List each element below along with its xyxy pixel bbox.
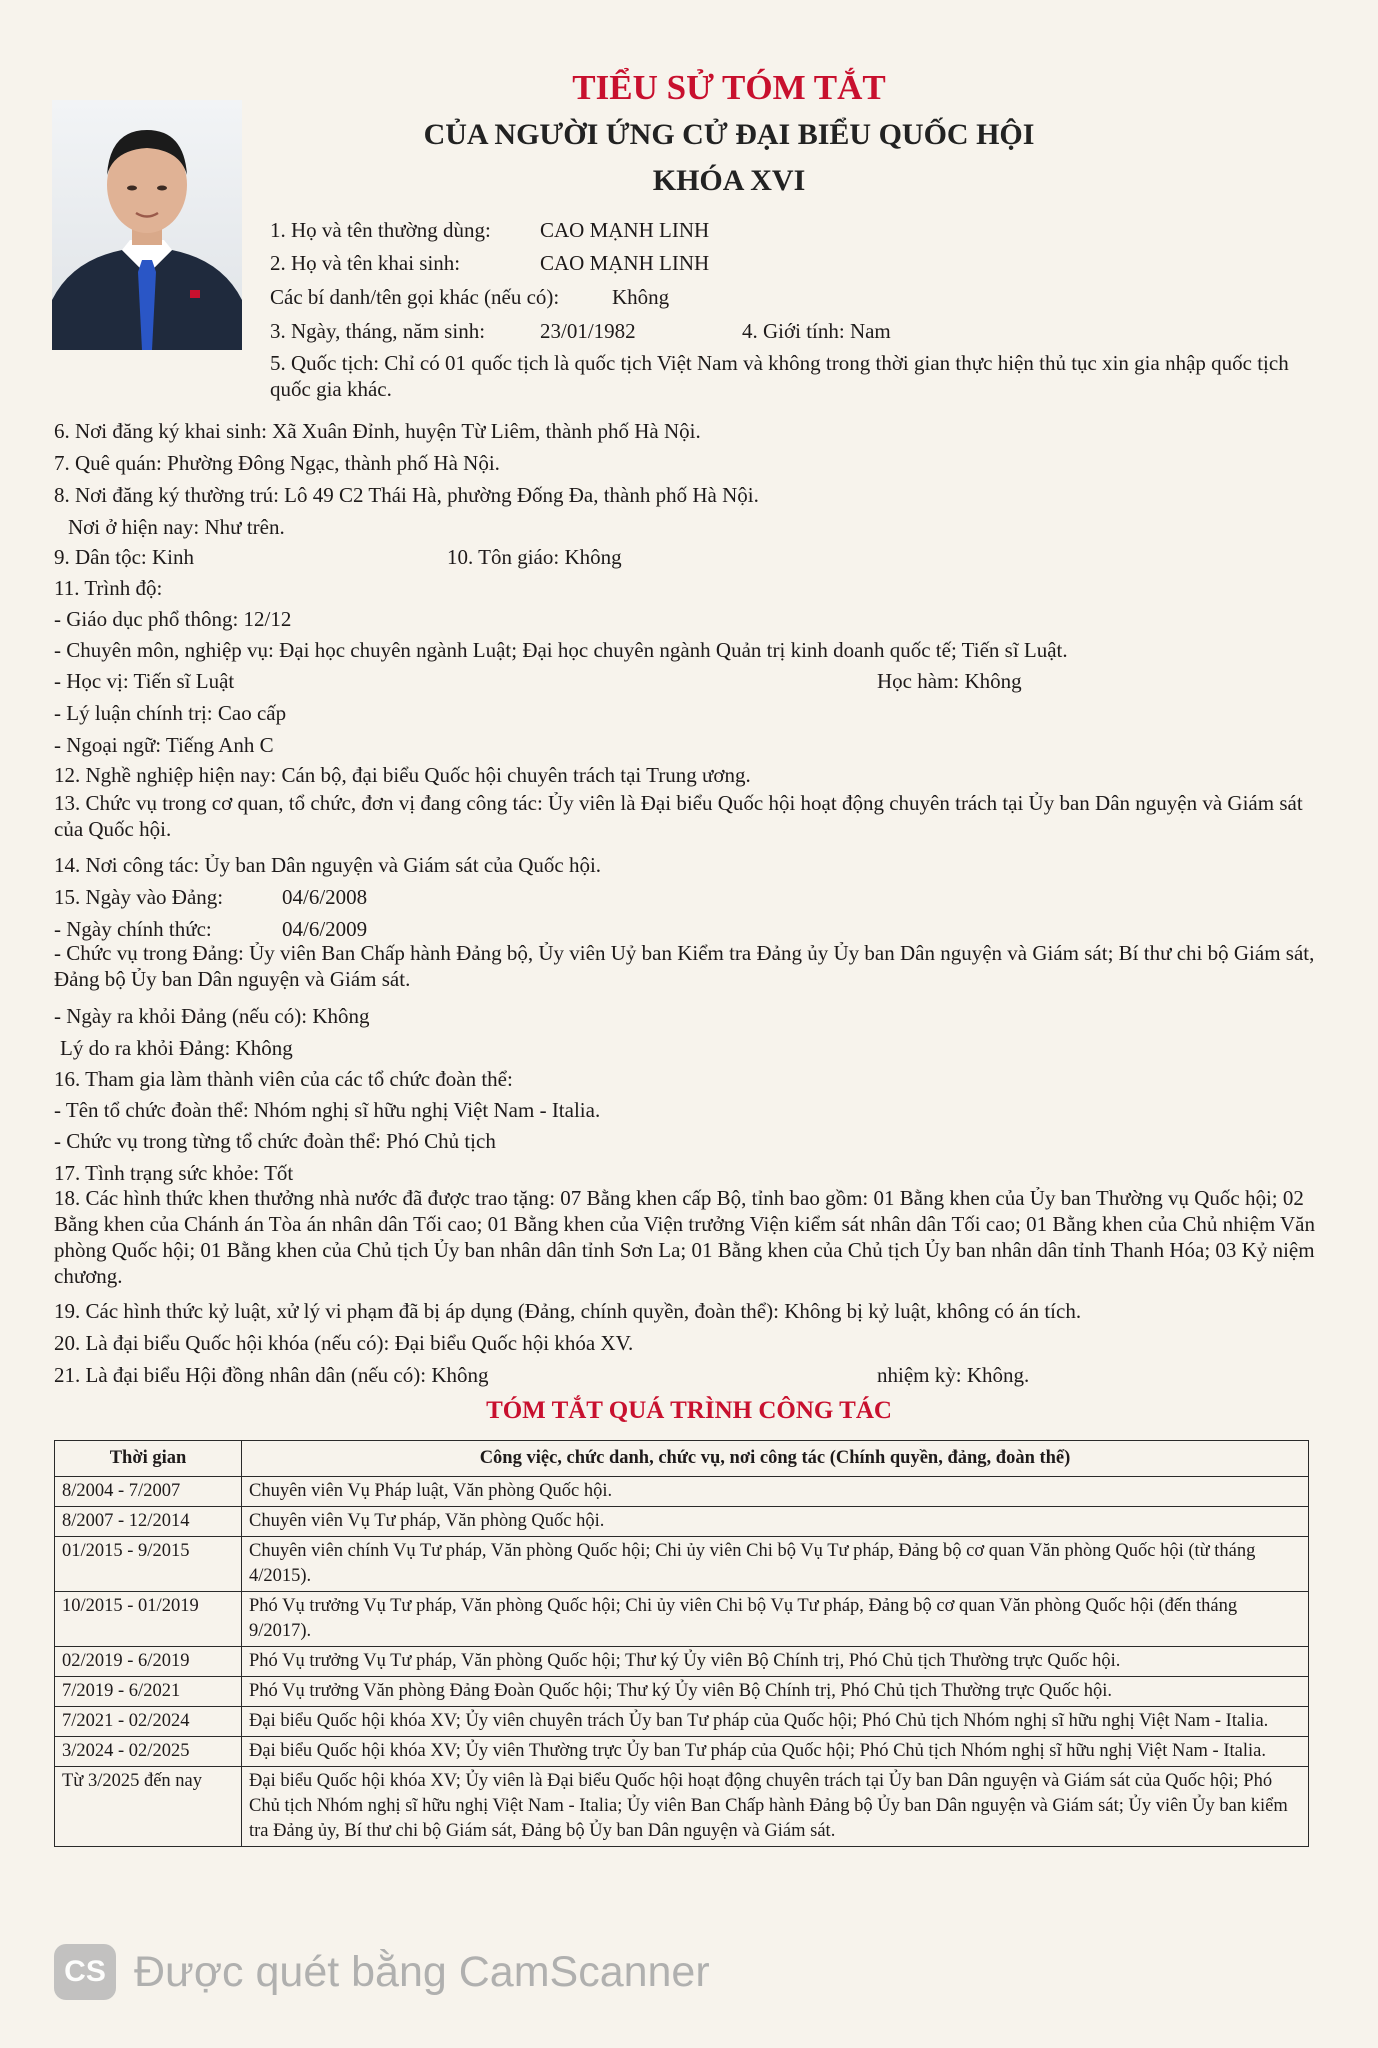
field-birth-name-label: 2. Họ và tên khai sinh: <box>270 251 461 275</box>
field-occupation: 12. Nghề nghiệp hiện nay: Cán bộ, đại biểu Quốc hội chuyên trách tại Trung ương. <box>54 763 751 787</box>
field-general-education: - Giáo dục phổ thông: 12/12 <box>54 607 292 631</box>
field-education-heading: 11. Trình độ: <box>54 576 163 600</box>
row-work: Chuyên viên Vụ Pháp luật, Văn phòng Quốc hội. <box>242 1477 1309 1507</box>
field-nationality: 5. Quốc tịch: Chỉ có 01 quốc tịch là quốc tịch Việt Nam và không trong thời gian thực hiện thủ tục xin gia nhập quốc tịch quốc gia khác. <box>270 351 1289 401</box>
field-party-official-value: 04/6/2009 <box>282 917 368 941</box>
field-alias-value: Không <box>612 285 670 309</box>
field-current-residence: Nơi ở hiện nay: Như trên. <box>68 515 285 539</box>
field-professional-qualification: - Chuyên môn, nghiệp vụ: Đại học chuyên ngành Luật; Đại học chuyên ngành Quản trị kinh doanh quốc tế; Tiến sĩ Luật. <box>54 638 1068 662</box>
field-organization-name: - Tên tổ chức đoàn thể: Nhóm nghị sĩ hữu nghị Việt Nam - Italia. <box>54 1098 601 1122</box>
field-discipline: 19. Các hình thức kỷ luật, xử lý vi phạm đã bị áp dụng (Đảng, chính quyền, đoàn thể): Không bị kỷ luật, không có án tích. <box>54 1299 1082 1323</box>
field-na-delegate: 20. Là đại biểu Quốc hội khóa (nếu có): Đại biểu Quốc hội khóa XV. <box>54 1331 634 1355</box>
document-subtitle: CỦA NGƯỜI ỨNG CỬ ĐẠI BIỂU QUỐC HỘI <box>423 118 1035 151</box>
row-time: 7/2021 - 02/2024 <box>55 1707 242 1737</box>
field-organization-role: - Chức vụ trong từng tổ chức đoàn thể: Phó Chủ tịch <box>54 1129 496 1153</box>
field-party-official-label: - Ngày chính thức: <box>54 917 212 941</box>
field-pc-term: nhiệm kỳ: Không. <box>877 1363 1030 1387</box>
field-dob-value: 23/01/1982 <box>540 319 636 343</box>
field-party-leave-date: - Ngày ra khỏi Đảng (nếu có): Không <box>54 1004 370 1028</box>
camscanner-text: Được quét bằng CamScanner <box>134 1947 710 1996</box>
document-title: TIỂU SỬ TÓM TẮT <box>572 68 886 107</box>
column-header-time: Thời gian <box>55 1441 242 1477</box>
field-workplace: 14. Nơi công tác: Ủy ban Dân nguyện và Giám sát của Quốc hội. <box>54 853 602 877</box>
field-religion: 10. Tôn giáo: Không <box>447 545 622 569</box>
row-work: Đại biểu Quốc hội khóa XV; Ủy viên là Đại biểu Quốc hội hoạt động chuyên trách tại Ủy ban Dân nguyện và Giám sát của Quốc hội; Phó Chủ tịch Nhóm nghị sĩ hữu nghị Việt Nam - Italia; Ủy viên Ban Chấp hành Đảng bộ Ủy ban Dân nguyện và Giám sát; Ủy viên Ủy ban kiểm tra Đảng ủy, Bí thư chi bộ Giám sát, Đảng bộ Ủy ban Dân nguyện và Giám sát. <box>242 1767 1309 1847</box>
table-row <box>55 1477 1309 1507</box>
row-work: Chuyên viên chính Vụ Tư pháp, Văn phòng Quốc hội; Chi ủy viên Chi bộ Vụ Tư pháp, Đảng bộ cơ quan Văn phòng Quốc hội (từ tháng 4/2015). <box>242 1537 1309 1592</box>
field-academic-title: Học hàm: Không <box>877 669 1022 693</box>
field-permanent-residence: 8. Nơi đăng ký thường trú: Lô 49 C2 Thái Hà, phường Đống Đa, thành phố Hà Nội. <box>54 483 759 507</box>
row-time: 8/2007 - 12/2014 <box>55 1507 242 1537</box>
table-row <box>55 1537 1309 1592</box>
field-common-name-label: 1. Họ và tên thường dùng: <box>270 218 491 242</box>
field-organizations-heading: 16. Tham gia làm thành viên của các tổ chức đoàn thể: <box>54 1067 513 1091</box>
field-pc-delegate: 21. Là đại biểu Hội đồng nhân dân (nếu có): Không <box>54 1363 489 1387</box>
field-party-leave-reason: Lý do ra khỏi Đảng: Không <box>60 1036 293 1060</box>
career-table-header <box>55 1441 1309 1477</box>
row-time: 8/2004 - 7/2007 <box>55 1477 242 1507</box>
row-work: Chuyên viên Vụ Tư pháp, Văn phòng Quốc hội. <box>242 1507 1309 1537</box>
field-party-join-value: 04/6/2008 <box>282 885 368 909</box>
camscanner-watermark <box>54 1942 710 2002</box>
field-awards: 18. Các hình thức khen thưởng nhà nước đã được trao tặng: 07 Bằng khen cấp Bộ, tỉnh bao gồm: 01 Bằng khen của Ủy ban Thường vụ Quốc hội; 02 Bằng khen của Chánh án Tòa án nhân dân Tối cao; 01 Bằng khen của Viện trưởng Viện kiểm sát nhân dân Tối cao; 01 Bằng khen của Chủ nhiệm Văn phòng Quốc hội; 01 Bằng khen của Chủ tịch Ủy ban nhân dân tỉnh Sơn La; 01 Bằng khen của Chủ tịch Ủy ban nhân dân tỉnh Thanh Hóa; 03 Kỷ niệm chương. <box>54 1186 1316 1288</box>
row-work: Đại biểu Quốc hội khóa XV; Ủy viên chuyên trách Ủy ban Tư pháp của Quốc hội; Phó Chủ tịch Nhóm nghị sĩ hữu nghị Việt Nam - Italia. <box>242 1707 1309 1737</box>
field-birth-name-value: CAO MẠNH LINH <box>540 251 710 275</box>
field-health: 17. Tình trạng sức khỏe: Tốt <box>54 1161 294 1185</box>
row-time: 7/2019 - 6/2021 <box>55 1677 242 1707</box>
row-time: Từ 3/2025 đến nay <box>55 1767 242 1847</box>
row-time: 02/2019 - 6/2019 <box>55 1647 242 1677</box>
row-time: 01/2015 - 9/2015 <box>55 1537 242 1592</box>
row-work: Đại biểu Quốc hội khóa XV; Ủy viên Thường trực Ủy ban Tư pháp của Quốc hội; Phó Chủ tịch Nhóm nghị sĩ hữu nghị Việt Nam - Italia. <box>242 1737 1309 1767</box>
row-work: Phó Vụ trưởng Vụ Tư pháp, Văn phòng Quốc hội; Thư ký Ủy viên Bộ Chính trị, Phó Chủ tịch Thường trực Quốc hội. <box>242 1647 1309 1677</box>
field-party-join-label: 15. Ngày vào Đảng: <box>54 885 224 909</box>
table-row <box>55 1647 1309 1677</box>
field-gender: 4. Giới tính: Nam <box>742 319 891 343</box>
field-position: 13. Chức vụ trong cơ quan, tổ chức, đơn vị đang công tác: Ủy viên là Đại biểu Quốc hội hoạt động chuyên trách tại Ủy ban Dân nguyện và Giám sát của Quốc hội. <box>54 791 1303 841</box>
candidate-portrait <box>52 100 242 350</box>
field-political-theory: - Lý luận chính trị: Cao cấp <box>54 701 287 725</box>
career-table <box>54 1440 1309 1847</box>
field-party-position: - Chức vụ trong Đảng: Ủy viên Ban Chấp hành Đảng bộ, Ủy viên Uỷ ban Kiểm tra Đảng ủy Ủy ban Dân nguyện và Giám sát; Bí thư chi bộ Giám sát, Đảng bộ Ủy ban Dân nguyện và Giám sát. <box>54 941 1315 991</box>
row-time: 3/2024 - 02/2025 <box>55 1737 242 1767</box>
column-header-work: Công việc, chức danh, chức vụ, nơi công tác (Chính quyền, đảng, đoàn thể) <box>242 1441 1309 1477</box>
table-row <box>55 1707 1309 1737</box>
field-common-name-value: CAO MẠNH LINH <box>540 218 710 242</box>
field-academic-degree: - Học vị: Tiến sĩ Luật <box>54 669 235 693</box>
table-row <box>55 1767 1309 1847</box>
document-term: KHÓA XVI <box>652 164 806 197</box>
camscanner-logo: CS <box>54 1944 116 2000</box>
field-ethnicity: 9. Dân tộc: Kinh <box>54 545 194 569</box>
field-birth-registration: 6. Nơi đăng ký khai sinh: Xã Xuân Đỉnh, huyện Từ Liêm, thành phố Hà Nội. <box>54 419 701 443</box>
row-work: Phó Vụ trưởng Văn phòng Đảng Đoàn Quốc hội; Thư ký Ủy viên Bộ Chính trị, Phó Chủ tịch Thường trực Quốc hội. <box>242 1677 1309 1707</box>
field-hometown: 7. Quê quán: Phường Đông Ngạc, thành phố Hà Nội. <box>54 451 500 475</box>
field-dob-label: 3. Ngày, tháng, năm sinh: <box>270 319 486 343</box>
table-row <box>55 1737 1309 1767</box>
table-row <box>55 1677 1309 1707</box>
row-time: 10/2015 - 01/2019 <box>55 1592 242 1647</box>
career-section-title: TÓM TẮT QUÁ TRÌNH CÔNG TÁC <box>486 1397 892 1424</box>
field-alias-label: Các bí danh/tên gọi khác (nếu có): <box>270 285 560 309</box>
table-row <box>55 1507 1309 1537</box>
table-row <box>55 1592 1309 1647</box>
row-work: Phó Vụ trưởng Vụ Tư pháp, Văn phòng Quốc hội; Chi ủy viên Chi bộ Vụ Tư pháp, Đảng bộ cơ quan Văn phòng Quốc hội (đến tháng 9/2017). <box>242 1592 1309 1647</box>
field-foreign-language: - Ngoại ngữ: Tiếng Anh C <box>54 733 274 757</box>
